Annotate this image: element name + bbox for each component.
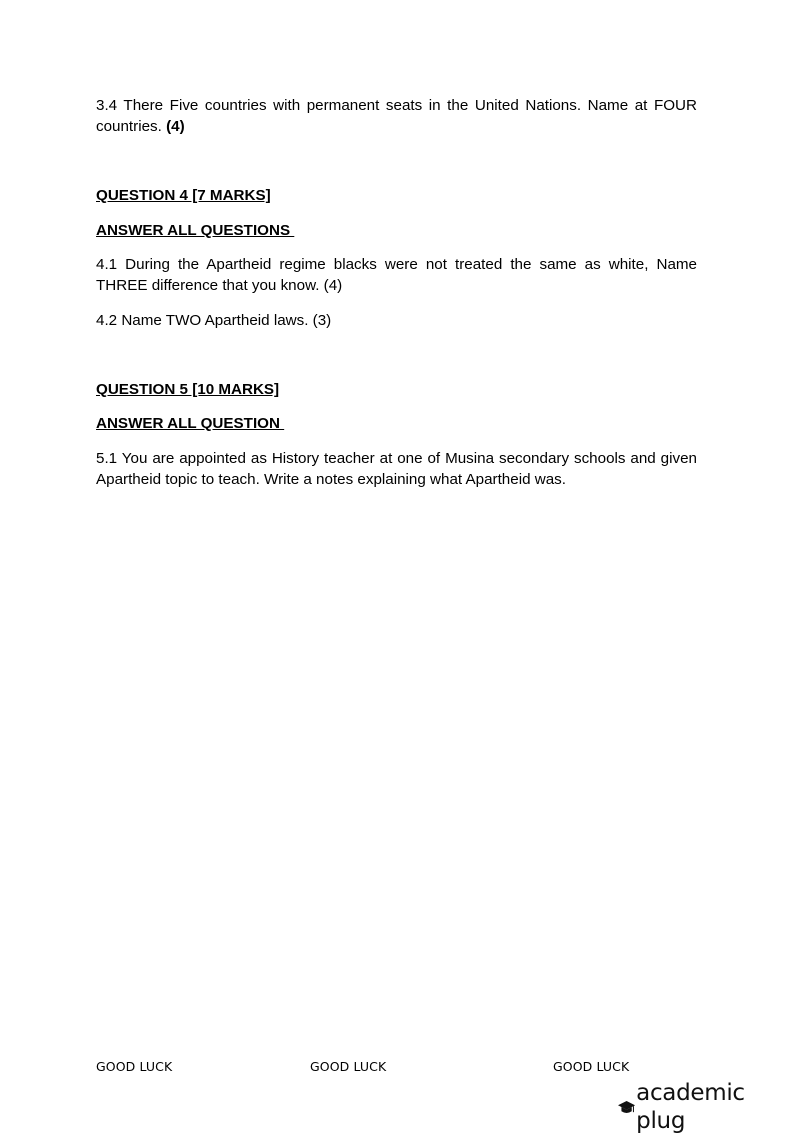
question-4-1: 4.1 During the Apartheid regime blacks were not treated the same as white, Name THREE difference that you know. (4) xyxy=(96,256,697,294)
question-5-heading: QUESTION 5 [10 MARKS] xyxy=(96,381,280,398)
question-3-4-marks: (4) xyxy=(166,118,185,135)
footer-good-luck-3: GOOD LUCK xyxy=(553,1059,630,1074)
question-3-4 xyxy=(96,95,697,137)
question-4-2: 4.2 Name TWO Apartheid laws. (3) xyxy=(96,312,332,329)
question-5-1: 5.1 You are appointed as History teacher at one of Musina secondary schools and given Apartheid topic to teach. Write a notes explaining what Apartheid was. xyxy=(96,450,697,488)
question-5-instruction: ANSWER ALL QUESTION xyxy=(96,415,285,432)
academic-plug-watermark xyxy=(618,1080,793,1134)
question-3-4-text: 3.4 There Five countries with permanent seats in the United Nations. Name at FOUR countries. xyxy=(96,97,697,135)
footer-good-luck-2: GOOD LUCK xyxy=(310,1059,387,1074)
question-4-heading: QUESTION 4 [7 MARKS] xyxy=(96,187,271,204)
question-4-instruction: ANSWER ALL QUESTIONS xyxy=(96,222,295,239)
graduation-cap-icon xyxy=(618,1098,635,1116)
footer-good-luck-1: GOOD LUCK xyxy=(96,1059,173,1074)
logo-text: academic plug xyxy=(636,1080,745,1134)
